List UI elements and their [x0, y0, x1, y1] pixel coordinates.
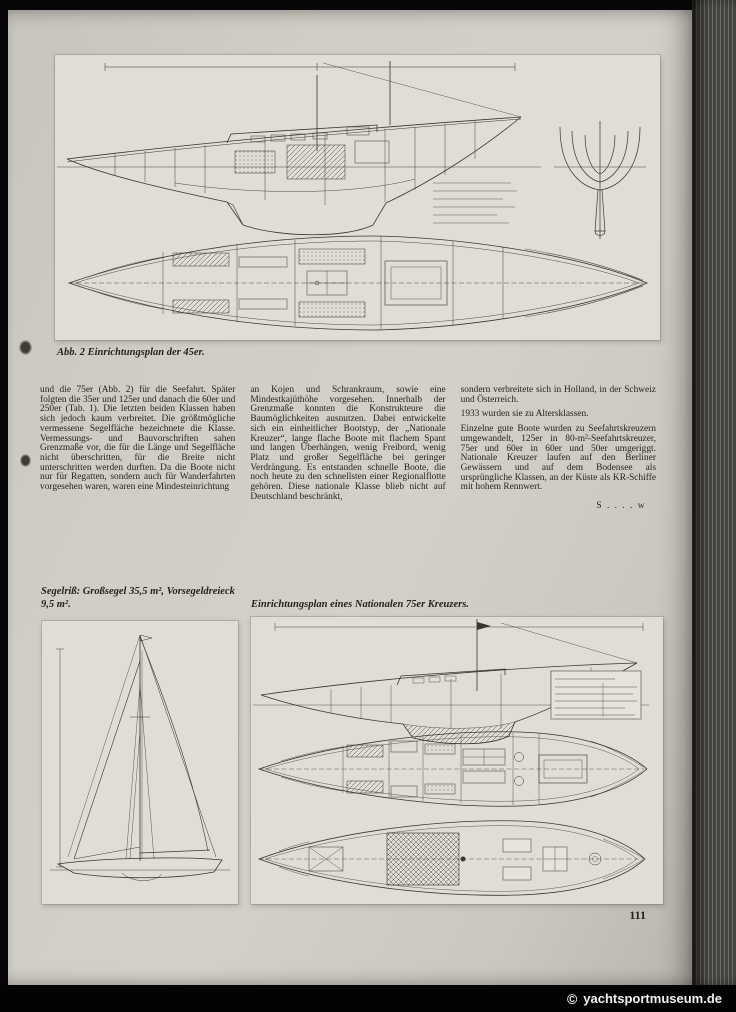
- sail-plan-drawing: [42, 621, 238, 904]
- paragraph: sondern verbreitete sich in Holland, in der Schweiz und Österreich.: [460, 385, 656, 405]
- fig2-drawing: [55, 55, 660, 340]
- figure3-caption: Einrichtungsplan eines Nationalen 75er Kreuzers.: [251, 599, 469, 610]
- scan-artifact-hole: [19, 340, 32, 355]
- copyright-icon: ©: [566, 990, 578, 1007]
- kreuzer-drawing: [251, 617, 663, 904]
- text-column-3: [461, 386, 656, 517]
- author-signature: S . . . . w: [596, 501, 646, 512]
- figure2-caption: Abb. 2 Einrichtungsplan der 45er.: [57, 347, 205, 358]
- deck-plan-view: [69, 236, 647, 330]
- text-column-2: an Kojen und Schrankraum, sowie eine Mindestkajüthöhe vorgesehen. Innerhalb der Grenzmaße konnten die Konstrukteure die Baumöglichkeiten ausnutzen. Dabei entwickelte sich ein einheitlicher Bootstyp, der „Nationale Kreuzer“, lange flache Boote mit flachem Spant und langen Überhängen, wenig Freibord, wenig Platz und großer Segelfläche bei geringer Verdrängung. Es entstanden schnelle Boote, die noch heute zu den schnellsten einer Regionalflotte gehören. Diese nationale Klasse blieb nicht auf Deutschland beschränkt,: [250, 385, 446, 502]
- figure2-einrichtungsplan-45er: [55, 55, 660, 340]
- figure-sailplan: [42, 621, 238, 904]
- watermark-bar: [0, 985, 736, 1012]
- specification-table: [551, 671, 641, 719]
- text-column-1: und die 75er (Abb. 2) für die Seefahrt. Später folgten die 35er und 125er und danach die 60er und 250er (Tab. 1). Die letzten beiden Klassen haben sich jedoch kaum verbreitet. Die größtmögliche vermessene Segelfläche bezeichnete die Klasse. Vermessungs- und Bauvorschriften sahen Grenzmaße vor, die für die Länge und Segelfläche nicht überschritten, für die Breite nicht unterschritten werden durften. Da die Boote nicht nur für Regatten, sondern auch für Wanderfahrten vorgesehen waren, waren eine Mindesteinrichtung: [40, 385, 236, 493]
- paragraph: Einzelne gute Boote wurden zu Seefahrtskreuzern umgewandelt, 125er in 80-m²-Seefahrtskreuzer, 75er und 60er in 60er und 50er umgeriggt. Nationale Kreuzer laufen auf den Berliner Gewässern und auf dem Bodensee als ursprüngliche Klassen, an der Küste als KR-Schiffe mit hohem Rennwert.: [460, 424, 656, 493]
- body-plan-sections: [554, 121, 646, 239]
- paragraph: 1933 wurden sie zu Altersklassen.: [460, 409, 589, 420]
- book-page-stack-edge: [692, 0, 736, 985]
- article-text: [40, 386, 656, 517]
- kreuzer-deck-plan-2: [259, 821, 645, 896]
- sailplan-caption: Segelriß: Großsegel 35,5 m², Vorsegeldreieck 9,5 m².: [41, 586, 235, 610]
- figure-75er-kreuzer-plan: [251, 617, 663, 904]
- handwritten-notes: [433, 183, 517, 223]
- book-page-paper: [8, 10, 692, 985]
- watermark-text: yachtsportmuseum.de: [583, 991, 722, 1006]
- scan-artifact-hole: [20, 454, 31, 467]
- sail-plan-view: [50, 635, 230, 881]
- page-number: 111: [629, 908, 646, 922]
- yacht-profile-view: [57, 61, 541, 235]
